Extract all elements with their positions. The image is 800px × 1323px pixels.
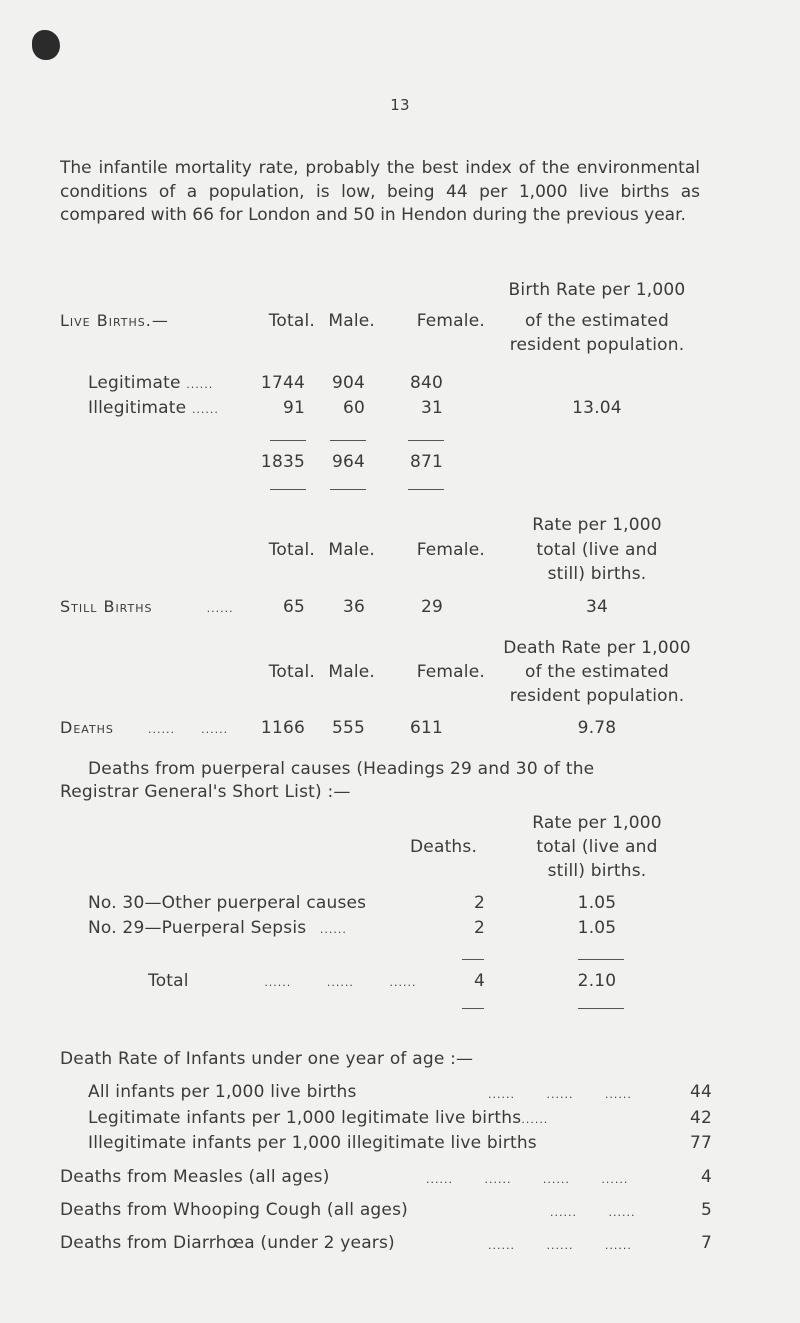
legitimate-label: Legitimate ......	[88, 373, 214, 393]
birth-rate-header-3: resident population.	[509, 335, 685, 355]
still-male-header: Male.	[328, 540, 375, 560]
puerperal-rate-header-2: total (live and	[536, 837, 658, 857]
death-rate-header-2: of the estimated	[525, 662, 669, 682]
death-rate-header-3: resident population.	[509, 686, 685, 706]
birth-rate-header-1: Birth Rate per 1,000	[508, 280, 686, 300]
puerperal-total-rate: 2.10	[577, 971, 617, 991]
puerperal-row-1-label: No. 30—Other puerperal causes	[88, 893, 367, 913]
still-births-label: Still Births ......	[60, 597, 234, 616]
deaths-total-header: Total.	[268, 662, 315, 682]
diarrhoea-value: 7	[700, 1233, 712, 1253]
puerperal-deaths-header: Deaths.	[410, 837, 478, 857]
puerperal-row-2-label: No. 29—Puerperal Sepsis ......	[88, 918, 347, 938]
still-rate-header-2: total (live and	[536, 540, 658, 560]
rule	[270, 440, 306, 441]
whooping-cough-value: 5	[700, 1200, 712, 1220]
still-births-female: 29	[420, 597, 443, 617]
leader-dots: ...... ...... ......	[488, 1088, 632, 1101]
puerperal-row-2-deaths: 2	[473, 918, 485, 938]
infant-row-3-value: 77	[689, 1133, 712, 1153]
deaths-total: 1166	[260, 718, 305, 738]
still-rate-header-1: Rate per 1,000	[532, 515, 662, 535]
still-rate-header-3: still) births.	[547, 564, 647, 584]
birth-rate-header-2: of the estimated	[525, 311, 669, 331]
intro-paragraph: The infantile mortality rate, probably the best index of the environmental conditions of a population, is low, being 44 per 1,000 live births as compared with 66 for London and 50 in Hendon during the previous year.	[60, 158, 700, 226]
rule	[408, 440, 444, 441]
deaths-male: 555	[331, 718, 365, 738]
still-births-male: 36	[342, 597, 365, 617]
illegitimate-label: Illegitimate ......	[88, 398, 219, 418]
birth-rate-value: 13.04	[572, 398, 622, 418]
rule	[462, 959, 484, 960]
illegitimate-female: 31	[420, 398, 443, 418]
legitimate-total: 1744	[260, 373, 305, 393]
puerperal-total-label: Total ...... ...... ......	[148, 971, 417, 991]
legitimate-female: 840	[409, 373, 443, 393]
infant-row-3-label: Illegitimate infants per 1,000 illegitimate live births	[88, 1133, 537, 1153]
rule	[408, 489, 444, 490]
leader-dots: ...... ...... ...... ......	[426, 1173, 629, 1186]
rule	[578, 1008, 624, 1009]
still-births-total: 65	[282, 597, 305, 617]
rule	[578, 959, 624, 960]
rule	[330, 489, 366, 490]
puerperal-intro-1: Deaths from puerperal causes (Headings 29 and 30 of the	[88, 759, 595, 779]
ink-blot	[32, 30, 60, 60]
puerperal-rate-header-1: Rate per 1,000	[532, 813, 662, 833]
live-male-header: Male.	[328, 311, 375, 331]
puerperal-intro-2: Registrar General's Short List) :—	[60, 782, 351, 802]
rule	[270, 489, 306, 490]
still-female-header: Female.	[416, 540, 485, 560]
legitimate-male: 904	[331, 373, 365, 393]
live-total-header: Total.	[268, 311, 315, 331]
deaths-label: Deaths ...... ......	[60, 718, 229, 737]
puerperal-total-deaths: 4	[473, 971, 485, 991]
measles-label: Deaths from Measles (all ages)	[60, 1167, 330, 1187]
puerperal-row-2-rate: 1.05	[577, 918, 617, 938]
deaths-female: 611	[409, 718, 443, 738]
infant-row-1-value: 44	[689, 1082, 712, 1102]
infant-row-1-label: All infants per 1,000 live births	[88, 1082, 357, 1102]
live-births-female: 871	[409, 452, 443, 472]
measles-value: 4	[700, 1167, 712, 1187]
death-rate-value: 9.78	[577, 718, 617, 738]
diarrhoea-label: Deaths from Diarrhœa (under 2 years)	[60, 1233, 395, 1253]
leader-dots: ...... ......	[550, 1206, 636, 1219]
puerperal-rate-header-3: still) births.	[547, 861, 647, 881]
infant-row-2-value: 42	[689, 1108, 712, 1128]
rule	[462, 1008, 484, 1009]
live-female-header: Female.	[416, 311, 485, 331]
live-births-male: 964	[331, 452, 365, 472]
live-births-total: 1835	[260, 452, 305, 472]
puerperal-row-1-rate: 1.05	[577, 893, 617, 913]
page-number: 13	[390, 96, 410, 114]
whooping-cough-label: Deaths from Whooping Cough (all ages)	[60, 1200, 408, 1220]
puerperal-row-1-deaths: 2	[473, 893, 485, 913]
still-births-rate: 34	[585, 597, 609, 617]
deaths-female-header: Female.	[416, 662, 485, 682]
still-total-header: Total.	[268, 540, 315, 560]
live-births-label: Live Births.—	[60, 311, 169, 330]
infant-heading: Death Rate of Infants under one year of age :—	[60, 1049, 474, 1069]
infant-row-2-label: Legitimate infants per 1,000 legitimate live births......	[88, 1108, 549, 1128]
illegitimate-total: 91	[282, 398, 305, 418]
death-rate-header-1: Death Rate per 1,000	[503, 638, 691, 658]
illegitimate-male: 60	[342, 398, 365, 418]
rule	[330, 440, 366, 441]
leader-dots: ...... ...... ......	[488, 1239, 632, 1252]
deaths-male-header: Male.	[328, 662, 375, 682]
